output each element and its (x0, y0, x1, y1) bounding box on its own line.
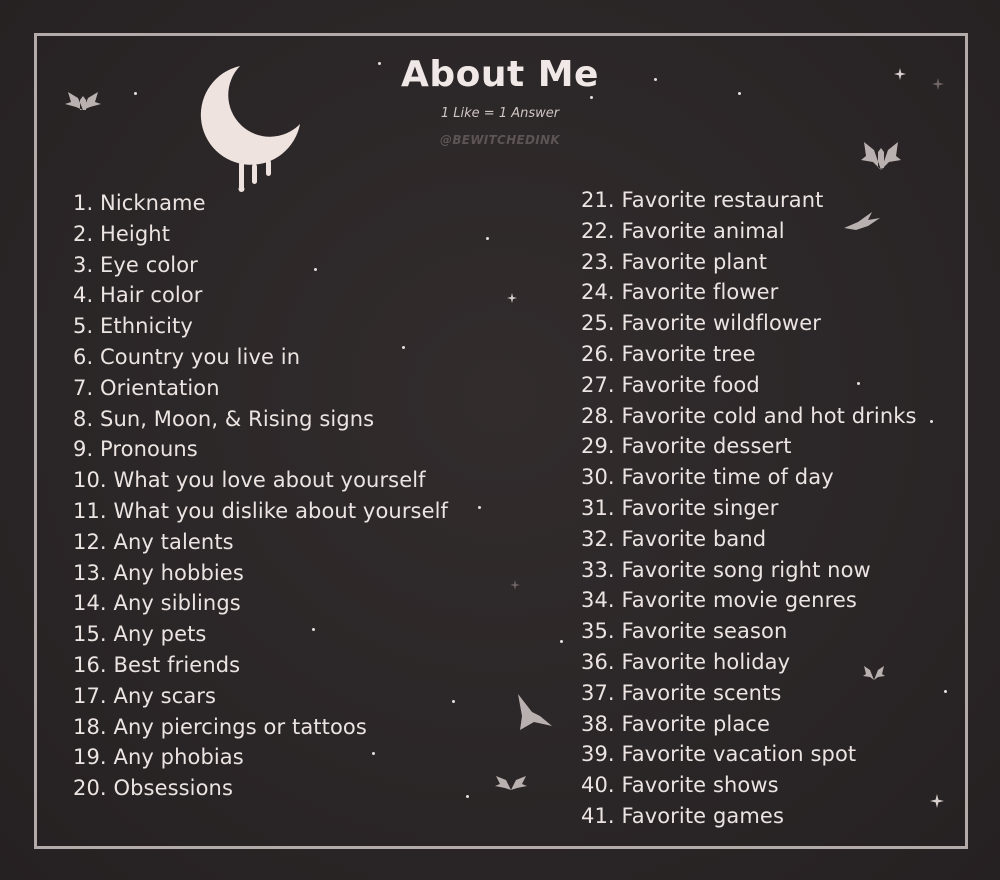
question-item: 26. Favorite tree (581, 341, 756, 366)
star-icon (894, 68, 906, 80)
star-icon (930, 794, 944, 808)
page-title: About Me (401, 54, 599, 95)
star-dot (654, 78, 657, 81)
question-item: 5. Ethnicity (73, 314, 193, 339)
question-item: 41. Favorite games (581, 803, 784, 828)
question-item: 17. Any scars (73, 683, 217, 708)
question-item: 29. Favorite dessert (581, 434, 792, 459)
question-item: 1. Nickname (73, 191, 206, 215)
page-subtitle: 1 Like = 1 Answer (440, 106, 560, 121)
question-item: 39. Favorite vacation spot (581, 742, 857, 767)
question-item: 16. Best friends (73, 652, 241, 677)
question-item: 36. Favorite holiday (581, 649, 791, 674)
star-dot (560, 640, 563, 643)
question-item: 7. Orientation (73, 375, 220, 400)
star-icon (510, 580, 520, 590)
creator-handle: @BEWITCHEDINK (440, 133, 560, 147)
question-item: 14. Any siblings (73, 591, 241, 616)
question-item: 12. Any talents (73, 529, 234, 554)
star-icon (507, 293, 517, 303)
question-item: 2. Height (73, 221, 171, 246)
question-item: 37. Favorite scents (581, 680, 782, 705)
question-item: 32. Favorite band (581, 526, 767, 551)
question-item: 25. Favorite wildflower (581, 311, 821, 336)
question-item: 15. Any pets (73, 622, 207, 647)
star-dot (478, 506, 481, 509)
bat-icon (512, 692, 556, 734)
question-item: 4. Hair color (73, 283, 203, 308)
star-dot (378, 62, 381, 65)
question-item: 3. Eye color (73, 252, 198, 277)
question-item: 10. What you love about yourself (73, 468, 426, 493)
question-item: 28. Favorite cold and hot drinks (581, 403, 917, 428)
star-dot (944, 690, 947, 693)
question-item: 21. Favorite restaurant (581, 188, 824, 212)
question-item: 23. Favorite plant (581, 249, 768, 274)
question-item: 33. Favorite song right now (581, 557, 871, 582)
question-item: 11. What you dislike about yourself (73, 498, 449, 523)
question-item: 18. Any piercings or tattoos (73, 714, 367, 739)
star-dot (466, 795, 469, 798)
bat-icon (860, 140, 902, 176)
question-item: 27. Favorite food (581, 372, 760, 397)
bat-icon (494, 774, 528, 794)
question-item: 6. Country you live in (73, 344, 301, 369)
question-item: 38. Favorite place (581, 711, 770, 736)
questions-list-left (73, 188, 448, 804)
question-item: 34. Favorite movie genres (581, 588, 857, 613)
star-dot (930, 420, 933, 423)
questions-list-right (581, 185, 917, 832)
question-item: 13. Any hobbies (73, 560, 244, 585)
star-dot (486, 237, 489, 240)
star-dot (452, 700, 455, 703)
question-item: 19. Any phobias (73, 745, 244, 770)
star-dot (590, 96, 593, 99)
question-item: 35. Favorite season (581, 619, 788, 644)
question-item: 40. Favorite shows (581, 773, 779, 798)
star-dot (134, 92, 137, 95)
question-item: 24. Favorite flower (581, 280, 779, 305)
question-item: 31. Favorite singer (581, 495, 779, 520)
question-item: 8. Sun, Moon, & Rising signs (73, 406, 375, 431)
question-item: 9. Pronouns (73, 437, 198, 462)
bat-icon (64, 90, 102, 116)
question-item: 22. Favorite animal (581, 218, 785, 243)
star-icon (932, 78, 944, 90)
star-dot (240, 160, 243, 163)
question-item: 30. Favorite time of day (581, 465, 834, 490)
question-item: 20. Obsessions (73, 776, 234, 801)
star-dot (738, 92, 741, 95)
